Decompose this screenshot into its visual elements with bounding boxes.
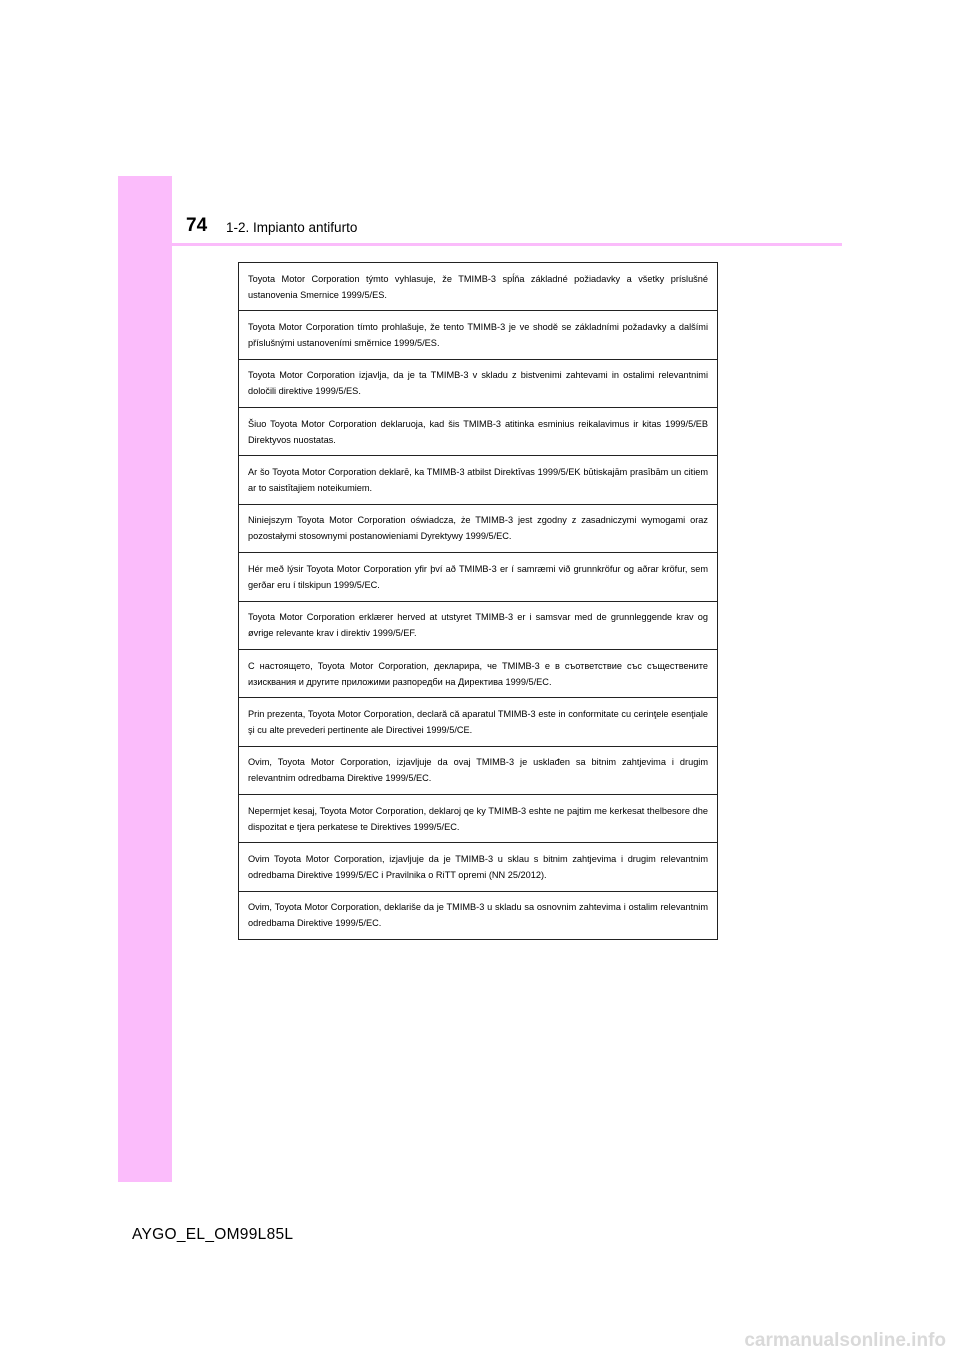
declaration-row-slovenian (239, 360, 717, 408)
declaration-row-albanian (239, 795, 717, 843)
declaration-row-norwegian (239, 602, 717, 650)
declaration-text: Ovim Toyota Motor Corporation, izjavljuje da je TMIMB-3 u sklau s bitnim zahtjevima i drugim relevantnim odredbama Direktive 1999/5/EC i Pravilnika o RiTT opremi (NN 25/2012). (248, 853, 708, 880)
declaration-text: Nepermjet kesaj, Toyota Motor Corporation, deklaroj qe ky TMIMB-3 eshte ne pajtim me kerkesat thelbesore dhe dispozitat e tjera perkatese te Direktives 1999/5/EC. (248, 805, 708, 832)
declaration-row-croatian (239, 843, 717, 891)
declaration-row-latvian (239, 456, 717, 504)
declaration-text: Ovim, Toyota Motor Corporation, izjavljuje da ovaj TMIMB-3 je usklađen sa bitnim zahtjevima i drugim relevantnim odredbama Direktive 1999/5/EC. (248, 757, 708, 784)
manual-code: AYGO_EL_OM99L85L (132, 1226, 294, 1243)
side-thumb-band (118, 176, 172, 1182)
declaration-text: Ovim, Toyota Motor Corporation, deklariše da je TMIMB-3 u skladu sa osnovnim zahtevima i ostalim relevantnim odredbama Direktive 1999/5/EC. (248, 902, 708, 929)
declaration-row-polish (239, 505, 717, 553)
declaration-row-romanian (239, 698, 717, 746)
declaration-text: Ar šo Toyota Motor Corporation deklarē, ka TMIMB-3 atbilst Direktīvas 1999/5/EK būtiskajām prasībām un citiem ar to saistītajiem noteikumiem. (248, 467, 708, 494)
declaration-row-icelandic (239, 553, 717, 601)
declaration-text: С настоящето, Toyota Motor Corporation, декларира, че TMIMB-3 е в съответствие със съществените изисквания и другите приложими разпоредби на Директива 1999/5/ЕС. (248, 660, 708, 687)
declaration-text: Šiuo Toyota Motor Corporation deklaruoja, kad šis TMIMB-3 atitinka esminius reikalavimus ir kitas 1999/5/EB Direktyvos nuostatas. (248, 418, 708, 445)
watermark: carmanualsonline.info (744, 1330, 946, 1351)
declaration-row-lithuanian (239, 408, 717, 456)
declaration-text: Toyota Motor Corporation týmto vyhlasuje, že TMIMB-3 spĺňa základné požiadavky a všetky príslušné ustanovenia Smernice 1999/5/ES. (248, 273, 708, 300)
declaration-row-slovak (239, 263, 717, 311)
section-title: 1-2. Impianto antifurto (226, 220, 358, 235)
declaration-row-bulgarian (239, 650, 717, 698)
header-rule (172, 243, 842, 246)
declaration-text: Toyota Motor Corporation tímto prohlašuje, že tento TMIMB-3 je ve shodě se základními požadavky a dalšími příslušnými ustanoveními směrnice 1999/5/ES. (248, 322, 708, 349)
declaration-text: Toyota Motor Corporation erklærer herved at utstyret TMIMB-3 er i samsvar med de grunnleggende krav og øvrige relevante krav i direktiv 1999/5/EF. (248, 612, 708, 639)
declaration-row-bosnian (239, 747, 717, 795)
page-number: 74 (186, 215, 208, 236)
declaration-text: Niniejszym Toyota Motor Corporation oświadcza, że TMIMB-3 jest zgodny z zasadniczymi wymogami oraz pozostałymi stosownymi postanowieniami Dyrektywy 1999/5/EC. (248, 515, 708, 542)
declaration-text: Hér með lýsir Toyota Motor Corporation yfir því að TMIMB-3 er í samræmi við grunnkröfur og aðrar kröfur, sem gerðar eru í tilskipun 1999/5/EC. (248, 563, 708, 590)
declaration-text: Prin prezenta, Toyota Motor Corporation, declară că aparatul TMIMB-3 este in conformitate cu cerinţele esenţiale şi cu alte prevederi pertinente ale Directivei 1999/5/CE. (248, 708, 708, 735)
declaration-text: Toyota Motor Corporation izjavlja, da je ta TMIMB-3 v skladu z bistvenimi zahtevami in ostalimi relevantnimi določili direktive 1999/5/ES. (248, 370, 708, 397)
declaration-row-czech (239, 311, 717, 359)
declaration-table (238, 262, 718, 940)
declaration-row-serbian (239, 892, 717, 939)
